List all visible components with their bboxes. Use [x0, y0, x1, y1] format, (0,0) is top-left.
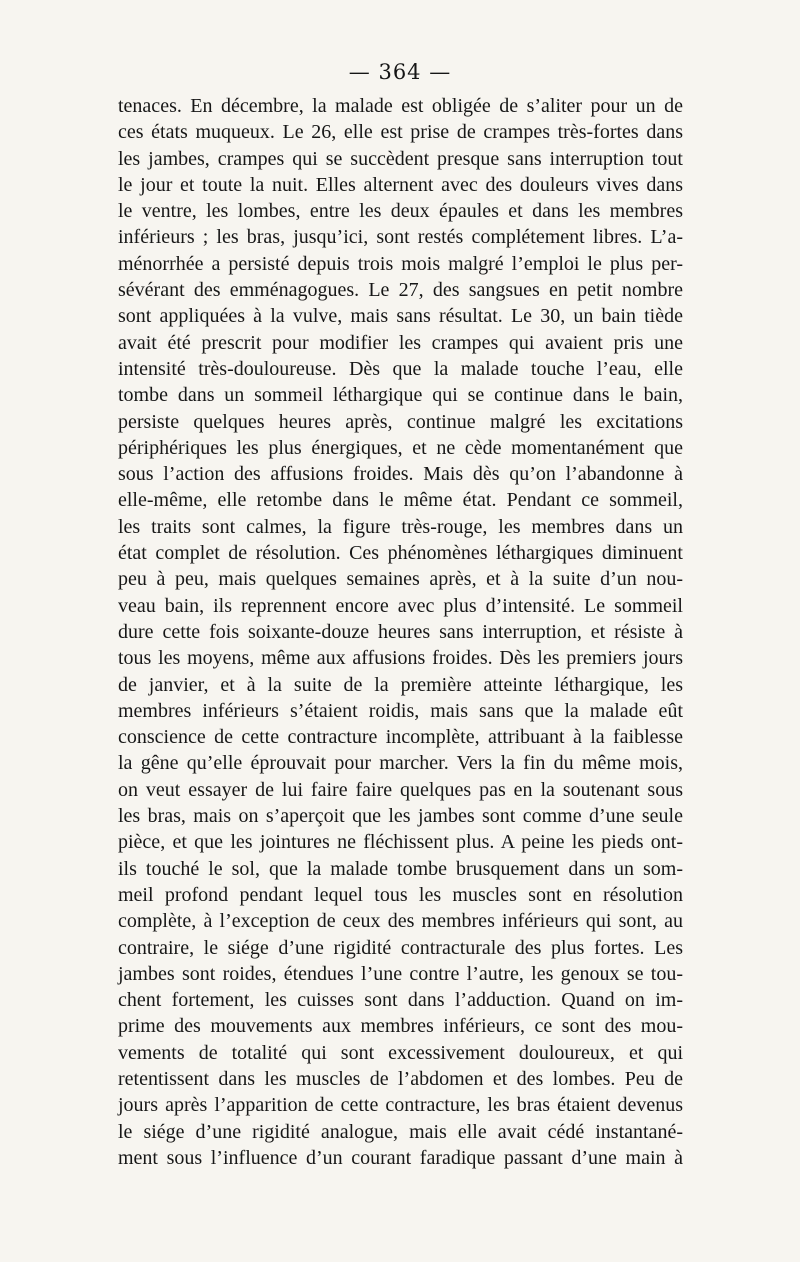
text-line: le ventre, les lombes, entre les deux épaules et dans les membres — [118, 200, 683, 223]
text-line: tombe dans un sommeil léthargique qui se continue dans le bain, — [118, 384, 683, 407]
text-line: ces états muqueux. Le 26, elle est prise de crampes très-fortes dans — [118, 121, 683, 144]
text-line: avait été prescrit pour modifier les crampes qui avaient pris une — [118, 331, 683, 354]
text-line: les jambes, crampes qui se succèdent presque sans interruption tout — [118, 147, 683, 170]
text-line: chent fortement, les cuisses sont dans l’adduction. Quand on im- — [118, 989, 683, 1012]
text-line: membres inférieurs s’étaient roidis, mais sans que la malade eût — [118, 699, 683, 722]
text-line: persiste quelques heures après, continue malgré les excitations — [118, 410, 683, 433]
text-line: vements de totalité qui sont excessivement douloureux, et qui — [118, 1041, 683, 1064]
text-line: sous l’action des affusions froides. Mais dès qu’on l’abandonne à — [118, 463, 683, 486]
text-line: jours après l’apparition de cette contracture, les bras étaient devenus — [118, 1094, 683, 1117]
text-line: état complet de résolution. Ces phénomènes léthargiques diminuent — [118, 542, 683, 565]
text-line: ménorrhée a persisté depuis trois mois malgré l’emploi le plus per- — [118, 252, 683, 275]
text-line: le siége d’une rigidité analogue, mais elle avait cédé instantané- — [118, 1120, 683, 1143]
text-line: complète, à l’exception de ceux des membres inférieurs qui sont, au — [118, 910, 683, 933]
text-line: sont appliquées à la vulve, mais sans résultat. Le 30, un bain tiède — [118, 305, 683, 328]
text-line: de janvier, et à la suite de la première atteinte léthargique, les — [118, 673, 683, 696]
text-line: sévérant des emménagogues. Le 27, des sangsues en petit nombre — [118, 279, 683, 302]
text-line: veau bain, ils reprennent encore avec plus d’intensité. Le sommeil — [118, 594, 683, 617]
text-line: inférieurs ; les bras, jusqu’ici, sont restés complétement libres. L’a- — [118, 226, 683, 249]
text-line: conscience de cette contracture incomplète, attribuant à la faiblesse — [118, 726, 683, 749]
text-line: les bras, mais on s’aperçoit que les jambes sont comme d’une seule — [118, 805, 683, 828]
text-line: ils touché le sol, que la malade tombe brusquement dans un som- — [118, 857, 683, 880]
text-line: on veut essayer de lui faire faire quelques pas en la soutenant sous — [118, 778, 683, 801]
text-line: pièce, et que les jointures ne fléchissent plus. A peine les pieds ont- — [118, 831, 683, 854]
text-line: les traits sont calmes, la figure très-rouge, les membres dans un — [118, 515, 683, 538]
text-line: jambes sont roides, étendues l’une contre l’autre, les genoux se tou- — [118, 962, 683, 985]
text-line: tenaces. En décembre, la malade est obligée de s’aliter pour un de — [118, 95, 683, 117]
text-line: le jour et toute la nuit. Elles alternent avec des douleurs vives dans — [118, 173, 683, 196]
text-line: peu à peu, mais quelques semaines après, et à la suite d’un nou- — [118, 568, 683, 591]
text-line: meil profond pendant lequel tous les muscles sont en résolution — [118, 883, 683, 906]
text-line: elle-même, elle retombe dans le même état. Pendant ce sommeil, — [118, 489, 683, 512]
text-line: ment sous l’influence d’un courant faradique passant d’une main à — [118, 1146, 683, 1169]
text-line: prime des mouvements aux membres inférieurs, ce sont des mou- — [118, 1015, 683, 1038]
text-line: dure cette fois soixante-douze heures sans interruption, et résiste à — [118, 620, 683, 643]
text-line: la gêne qu’elle éprouvait pour marcher. Vers la fin du même mois, — [118, 752, 683, 775]
text-line: retentissent dans les muscles de l’abdomen et des lombes. Peu de — [118, 1067, 683, 1090]
text-line: intensité très-douloureuse. Dès que la malade touche l’eau, elle — [118, 357, 683, 380]
page-number: — 364 — — [348, 60, 452, 84]
text-line: contraire, le siége d’une rigidité contracturale des plus fortes. Les — [118, 936, 683, 959]
text-line: tous les moyens, même aux affusions froides. Dès les premiers jours — [118, 647, 683, 670]
text-line: périphériques les plus énergiques, et ne cède momentanément que — [118, 436, 683, 459]
body-text — [118, 93, 683, 1171]
